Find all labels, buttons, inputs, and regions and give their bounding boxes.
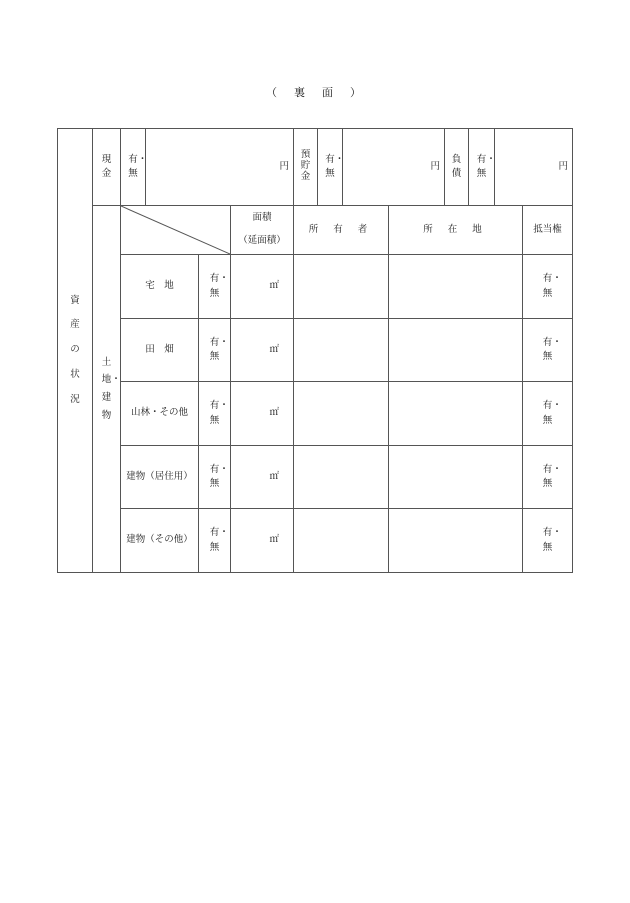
row-label-cell — [121, 446, 199, 509]
cash-label-cell — [93, 129, 121, 206]
row-yesno: 有・無 — [209, 273, 229, 299]
cash-amount-cell[interactable] — [146, 129, 294, 206]
row-area-unit: ㎡ — [269, 470, 280, 482]
land-group-label: 土地・建物 — [101, 356, 121, 421]
section-label: 資産の状況 — [70, 294, 80, 405]
debt-amount-cell[interactable] — [495, 129, 573, 206]
row-mortgage-yesno: 有・無 — [542, 400, 562, 426]
debt-yesno-cell[interactable] — [469, 129, 495, 206]
row-location-cell[interactable] — [389, 446, 523, 509]
page-title: （ 裏 面 ） — [266, 86, 364, 99]
mortgage-header-cell — [523, 206, 573, 255]
row-label-cell — [121, 319, 199, 382]
row-mortgage-yesno: 有・無 — [542, 273, 562, 299]
row-mortgage-cell[interactable] — [523, 446, 573, 509]
row-yesno: 有・無 — [209, 336, 229, 362]
row-label: 田 畑 — [145, 343, 174, 355]
debt-label-cell — [445, 129, 469, 206]
debt-label: 負債 — [451, 153, 462, 179]
savings-label: 預貯金 — [300, 149, 311, 183]
row-yesno-cell[interactable] — [199, 255, 231, 319]
row-area-cell[interactable] — [231, 446, 294, 509]
row-area-unit: ㎡ — [269, 534, 280, 546]
row-owner-cell[interactable] — [294, 255, 389, 319]
row-label-cell — [121, 382, 199, 446]
location-header: 所 在 地 — [423, 223, 488, 235]
savings-label-cell — [294, 129, 318, 206]
row-label: 山林・その他 — [130, 407, 188, 419]
savings-yen-unit: 円 — [430, 160, 441, 172]
owner-header-cell — [294, 206, 389, 255]
row-area-cell[interactable] — [231, 319, 294, 382]
table-row — [58, 319, 573, 382]
row-label-cell — [121, 255, 199, 319]
row-yesno: 有・無 — [209, 527, 229, 553]
owner-header: 所 有 者 — [308, 223, 374, 235]
row-mortgage-cell[interactable] — [523, 255, 573, 319]
row-area-cell[interactable] — [231, 509, 294, 573]
diagonal-line — [121, 206, 230, 254]
debt-yen-unit: 円 — [558, 160, 569, 172]
section-label-cell — [58, 129, 93, 573]
row-label: 宅 地 — [145, 280, 174, 292]
cash-yen-unit: 円 — [279, 160, 290, 172]
row-area-unit: ㎡ — [269, 407, 280, 419]
row-label-cell — [121, 509, 199, 573]
asset-table-wrapper — [57, 128, 572, 573]
row-area-cell[interactable] — [231, 255, 294, 319]
area-subheader: （延面積） — [238, 235, 286, 246]
debt-yesno: 有・無 — [476, 153, 496, 179]
land-header-row — [58, 206, 573, 255]
row-yesno-cell[interactable] — [199, 319, 231, 382]
table-row — [58, 255, 573, 319]
row-yesno-cell[interactable] — [199, 382, 231, 446]
table-row — [58, 509, 573, 573]
row-owner-cell[interactable] — [294, 446, 389, 509]
financial-row — [58, 129, 573, 206]
row-yesno: 有・無 — [209, 463, 229, 489]
row-mortgage-yesno: 有・無 — [542, 527, 562, 553]
asset-status-table — [57, 128, 573, 573]
cash-yesno: 有・無 — [128, 153, 148, 179]
table-row — [58, 446, 573, 509]
cash-yesno-cell[interactable] — [121, 129, 146, 206]
area-header: 面積 — [252, 212, 272, 224]
row-owner-cell[interactable] — [294, 509, 389, 573]
savings-yesno: 有・無 — [325, 153, 345, 179]
row-location-cell[interactable] — [389, 509, 523, 573]
row-area-unit: ㎡ — [269, 343, 280, 355]
diagonal-header-cell — [121, 206, 231, 255]
row-mortgage-yesno: 有・無 — [542, 336, 562, 362]
savings-yesno-cell[interactable] — [318, 129, 343, 206]
location-header-cell — [389, 206, 523, 255]
row-label: 建物（居住用） — [126, 470, 193, 482]
cash-label: 現金 — [101, 153, 112, 179]
row-mortgage-cell[interactable] — [523, 509, 573, 573]
row-yesno: 有・無 — [209, 400, 229, 426]
area-header-cell — [231, 206, 294, 255]
row-area-cell[interactable] — [231, 382, 294, 446]
row-mortgage-yesno: 有・無 — [542, 463, 562, 489]
row-location-cell[interactable] — [389, 319, 523, 382]
row-mortgage-cell[interactable] — [523, 382, 573, 446]
row-owner-cell[interactable] — [294, 319, 389, 382]
row-label: 建物（その他） — [126, 534, 193, 546]
row-location-cell[interactable] — [389, 382, 523, 446]
row-yesno-cell[interactable] — [199, 509, 231, 573]
row-owner-cell[interactable] — [294, 382, 389, 446]
savings-amount-cell[interactable] — [343, 129, 445, 206]
row-location-cell[interactable] — [389, 255, 523, 319]
table-row — [58, 382, 573, 446]
row-mortgage-cell[interactable] — [523, 319, 573, 382]
land-group-label-cell — [93, 206, 121, 573]
mortgage-header: 抵当権 — [533, 223, 562, 235]
row-yesno-cell[interactable] — [199, 446, 231, 509]
row-area-unit: ㎡ — [269, 280, 280, 292]
